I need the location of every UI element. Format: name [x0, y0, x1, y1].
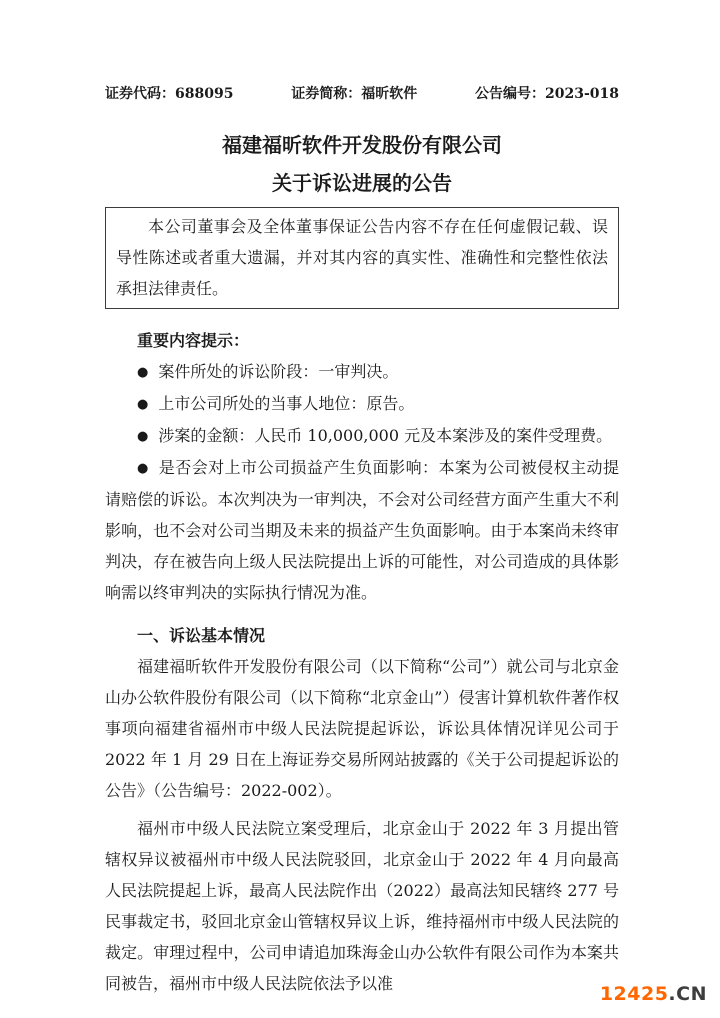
announcement-header	[105, 84, 619, 104]
highlight-text: 上市公司所处的当事人地位：原告。	[158, 394, 415, 413]
highlight-item-amount	[105, 420, 619, 452]
stock-name: 证券简称：福昕软件	[291, 86, 418, 102]
watermark-suffix: .CN	[668, 983, 707, 1005]
highlight-text: 涉案的金额：人民币 10,000,000 元及本案涉及的案件受理费。	[158, 426, 613, 445]
bullet-icon: ●	[137, 365, 149, 380]
highlight-item-party-status	[105, 388, 619, 420]
announcement-number: 公告编号：2023-018	[474, 86, 619, 102]
highlight-item-litigation-stage	[105, 356, 619, 388]
highlight-text: 案件所处的诉讼阶段：一审判决。	[158, 362, 399, 381]
highlight-text: 是否会对上市公司损益产生负面影响：本案为公司被侵权主动提请赔偿的诉讼。本次判决为一审判决，不会对公司经营方面产生重大不利影响，也不会对公司当期及未来的损益产生负面影响。由于本案尚未终审判决，存在被告向上级人民法院提出上诉的可能性，对公司造成的具体影响需以终审判决的实际执行情况为准。	[105, 458, 619, 602]
section1-paragraph-2: 福州市中级人民法院立案受理后，北京金山于 2022 年 3 月提出管辖权异议被福州市中级人民法院驳回，北京金山于 2022 年 4 月向最高人民法院提起上诉，最高人民法院作出（2022）最高法知民辖终 277 号民事裁定书，驳回北京金山管辖权异议上诉，维持福州市中级人民法院的裁定。审理过程中，公司申请追加珠海金山办公软件有限公司作为本案共同被告，福州市中级人民法院依法予以准	[105, 819, 619, 993]
document-title	[105, 126, 619, 202]
section1-paragraph-1: 福建福昕软件开发股份有限公司（以下简称“公司”）就公司与北京金山办公软件股份有限公司（以下简称“北京金山”）侵害计算机软件著作权事项向福建省福州市中级人民法院提起诉讼，诉讼具体情况详见公司于 2022 年 1 月 29 日在上海证券交易所网站披露的《关于公司提起诉讼的公告》（公告编号：2022-002）。	[105, 657, 619, 800]
document-content	[105, 84, 619, 999]
board-statement-box	[105, 207, 619, 309]
highlight-item-impact	[105, 452, 619, 608]
site-watermark	[600, 984, 707, 1004]
watermark-number: 12425	[599, 983, 669, 1005]
company-name-title: 福建福昕软件开发股份有限公司	[222, 133, 502, 157]
bullet-icon: ●	[137, 429, 149, 444]
announcement-subject-title: 关于诉讼进展的公告	[272, 171, 452, 195]
section1-heading: 一、诉讼基本情况	[137, 626, 266, 645]
highlights-heading: 重要内容提示：	[137, 331, 250, 350]
bullet-icon: ●	[137, 461, 149, 476]
bullet-icon: ●	[137, 397, 149, 412]
stock-code: 证券代码：688095	[105, 86, 234, 102]
board-statement-text: 本公司董事会及全体董事保证公告内容不存在任何虚假记载、误导性陈述或者重大遗漏，并对其内容的真实性、准确性和完整性依法承担法律责任。	[116, 217, 608, 298]
